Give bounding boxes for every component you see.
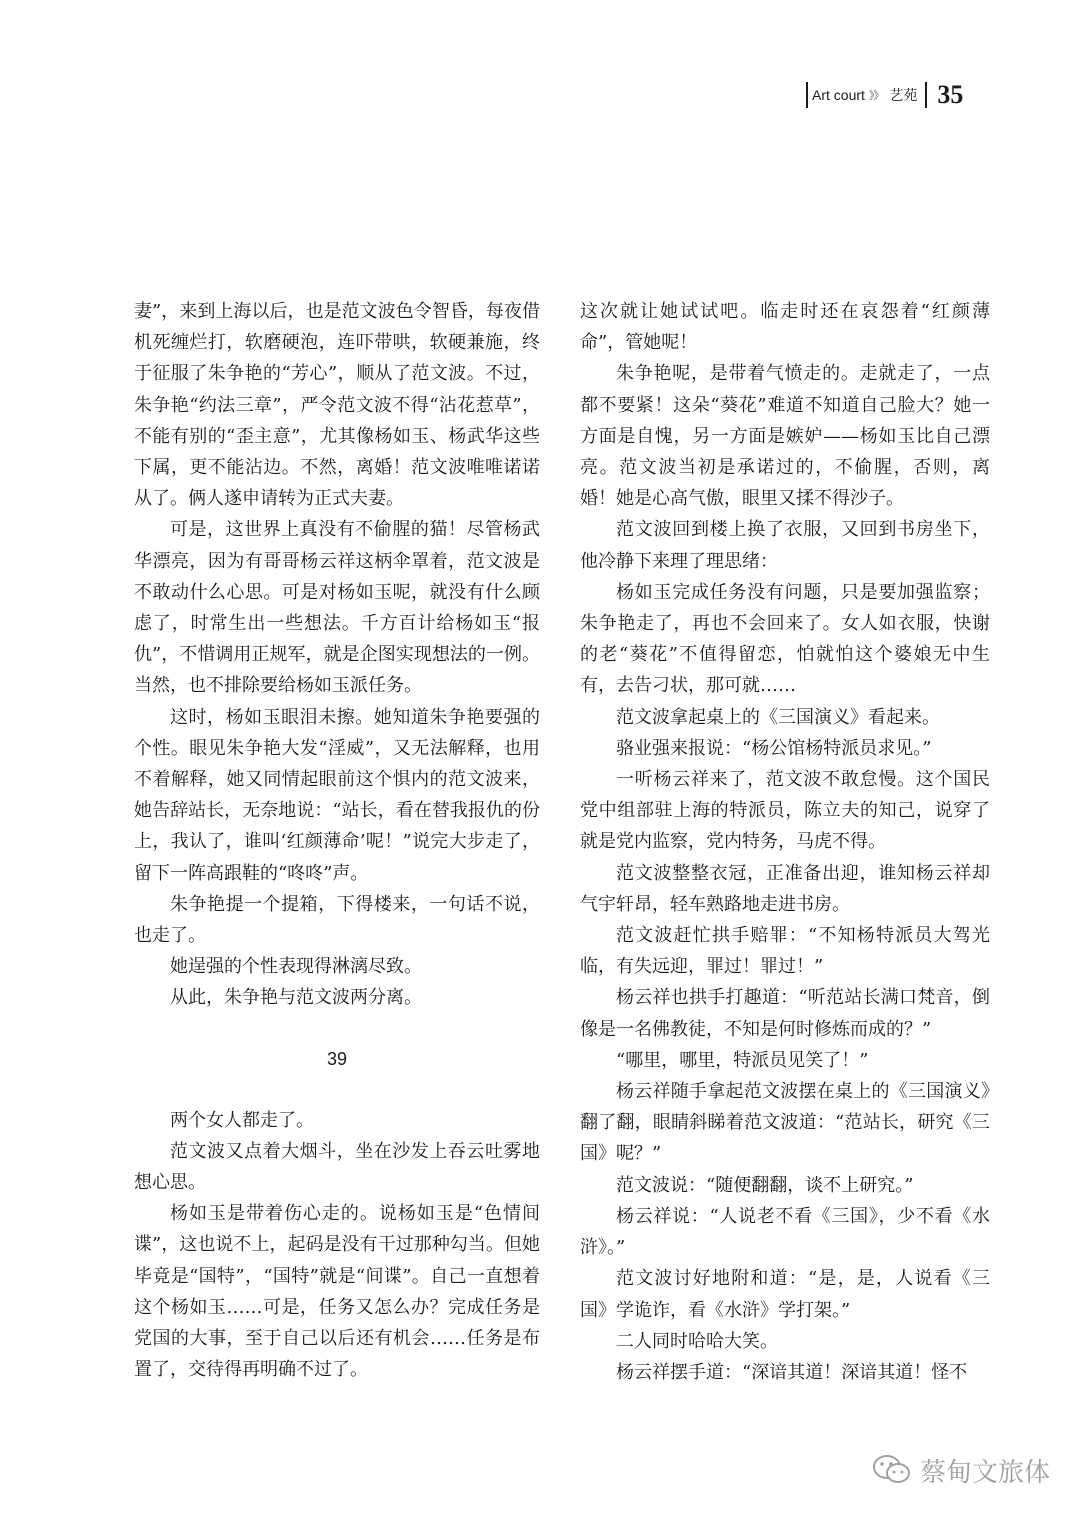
right-column-paragraphs <box>580 296 990 1388</box>
wechat-icon <box>872 1453 912 1487</box>
paragraph: 从此，朱争艳与范文波两分离。 <box>170 987 422 1009</box>
paragraph: 杨云祥随手拿起范文波摆在桌上的《三国演义》翻了翻，眼睛斜睇着范文波道：“范站长，研究《三国》呢？” <box>580 1081 990 1165</box>
paragraph: 这时，杨如玉眼泪未擦。她知道朱争艳要强的个性。眼见朱争艳大发“淫威”，又无法解释，也用不着解释，她又同情起眼前这个惧内的范文波来，她告辞站长，无奈地说：“站长，看在替我报仇的份上，我认了，谁叫‘红颜薄命’呢！”说完大步走了，留下一阵高跟鞋的“咚咚”声。 <box>134 706 540 884</box>
section-separator: 》》 <box>868 89 884 102</box>
paragraph: 朱争艳呢，是带着气愤走的。走就走了，一点都不要紧！这朵“葵花”难道不知道自己脸大？她一方面是自愧，另一方面是嫉妒——杨如玉比自己漂亮。范文波当初是承诺过的，不偷腥，否则，离婚！她是心高气傲，眼里又揉不得沙子。 <box>580 363 990 510</box>
paragraph: 她逞强的个性表现得淋漓尽致。 <box>170 956 422 978</box>
left-column <box>134 296 540 1386</box>
paragraph: 范文波赶忙拱手赔罪：“不知杨特派员大驾光临，有失远迎，罪过！罪过！” <box>580 925 990 978</box>
paragraph: 可是，这世界上真没有不偷腥的猫！尽管杨武华漂亮，因为有哥哥杨云祥这柄伞罩着，范文波是不敢动什么心思。可是对杨如玉呢，就没有什么顾虑了，时常生出一些想法。千方百计给杨如玉“报仇”，不惜调用正规军，就是企图实现想法的一例。当然，也不排除要给杨如玉派任务。 <box>134 519 540 697</box>
paragraph: 范文波又点着大烟斗，坐在沙发上吞云吐雾地想心思。 <box>134 1140 540 1194</box>
paragraph: 杨云祥也拱手打趣道：“听范站长满口梵音，倒像是一名佛教徒，不知是何时修炼而成的？” <box>580 987 990 1040</box>
header-bar-left <box>806 82 808 108</box>
paragraph: 范文波说：“随便翻翻，谈不上研究。” <box>616 1174 914 1196</box>
running-header <box>806 80 1006 110</box>
paragraph: 杨如玉是带着伤心走的。说杨如玉是“色情间谍”，这也说不上，起码是没有干过那种勾当。但她毕竟是“国特”，“国特”就是“间谍”。自己一直想着这个杨如玉……可是，任务又怎么办？完成任务是党国的大事，至于自己以后还有机会……任务是布置了，交待得再明确不过了。 <box>134 1203 540 1381</box>
header-bar-right <box>925 82 927 108</box>
paragraph: 范文波回到楼上换了衣服，又回到书房坐下，他冷静下来理了理思绪： <box>580 519 990 572</box>
watermark-text: 蔡甸文旅体 <box>920 1457 1051 1488</box>
left-column-paragraphs <box>134 296 540 1014</box>
paragraph: 这次就让她试试吧。临走时还在哀怨着“红颜薄命”，管她呢！ <box>580 301 990 354</box>
paragraph: 范文波拿起桌上的《三国演义》看起来。 <box>616 706 940 728</box>
paragraph: 妻”，来到上海以后，也是范文波色令智昏，每夜借机死缠烂打，软磨硬泡，连吓带哄，软硬兼施，终于征服了朱争艳的“芳心”，顺从了范文波。不过，朱争艳“约法三章”，严令范文波不得“沾花惹草”，不能有别的“歪主意”，尤其像杨如玉、杨武华这些下属，更不能沾边。不然，离婚！范文波唯唯诺诺从了。俩人遂申请转为正式夫妻。 <box>134 301 540 510</box>
paragraph: 朱争艳提一个提箱，下得楼来，一句话不说，也走了。 <box>134 893 540 947</box>
paragraph: 杨如玉完成任务没有问题，只是要加强监察；朱争艳走了，再也不会回来了。女人如衣服，快谢的老“葵花”不值得留恋，怕就怕这个婆娘无中生有，去告刁状，那可就…… <box>580 581 990 697</box>
paragraph: 范文波讨好地附和道：“是，是，人说看《三国》学诡诈，看《水浒》学打架。” <box>580 1268 990 1321</box>
paragraph: “哪里，哪里，特派员见笑了！” <box>616 1049 869 1071</box>
paragraph: 杨云祥说：“人说老不看《三国》，少不看《水浒》。” <box>580 1205 990 1259</box>
paragraph: 骆业强来报说：“杨公馆杨特派员求见。” <box>616 737 932 759</box>
section-name-cn: 艺苑 <box>889 88 918 104</box>
paragraph: 杨云祥摆手道：“深谙其道！深谙其道！怪不 <box>616 1361 968 1383</box>
paragraph: 范文波整整衣冠，正准备出迎，谁知杨云祥却气宇轩昂，轻车熟路地走进书房。 <box>580 862 990 915</box>
paragraph: 二人同时哈哈大笑。 <box>616 1330 778 1352</box>
chapter-number: 39 <box>326 1048 348 1069</box>
right-column <box>580 296 990 1388</box>
left-column-paragraphs-after <box>134 1105 540 1386</box>
section-name-en: Art court <box>812 87 865 103</box>
paragraph: 一听杨云祥来了，范文波不敢怠慢。这个国民党中组部驻上海的特派员，陈立夫的知己，说穿了就是党内监察，党内特务，马虎不得。 <box>580 769 990 853</box>
watermark <box>872 1450 1050 1490</box>
paragraph: 两个女人都走了。 <box>170 1109 314 1131</box>
page-number: 35 <box>937 80 964 109</box>
